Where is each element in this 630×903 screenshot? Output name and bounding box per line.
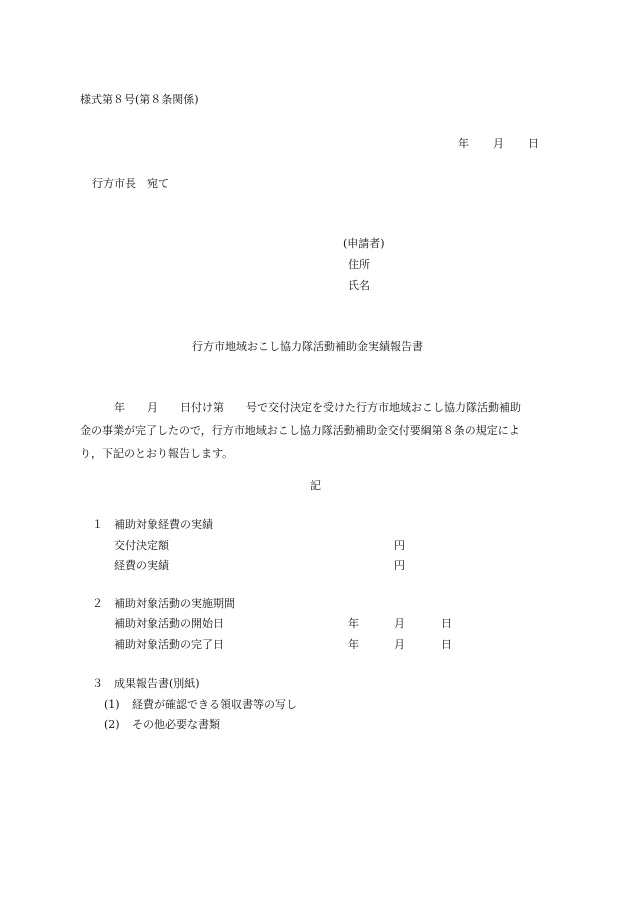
date-month-label: 月: [493, 137, 504, 150]
ki-heading: 記: [310, 479, 321, 492]
section2-row-month: 月: [394, 638, 405, 651]
body-line-3: り，下記のとおり報告します。: [80, 447, 234, 460]
section1-row-label: 経費の実績: [114, 559, 169, 572]
form-label: 様式第８号(第８条関係): [80, 93, 199, 106]
section2-row-label: 補助対象活動の完了日: [114, 638, 224, 651]
section1-title: 補助対象経費の実績: [114, 518, 213, 531]
section1-number: １: [92, 518, 103, 531]
body-paragraph: [80, 396, 556, 465]
applicant-label: (申請者): [343, 237, 385, 250]
section3-title: 成果報告書(別紙): [114, 677, 200, 690]
section3-item-text: 経費が確認できる領収書等の写し: [132, 698, 297, 711]
section1-row-unit: 円: [394, 539, 405, 552]
section2-row-day: 日: [441, 617, 452, 630]
body-line-2: 金の事業が完了したので，行方市地域おこし協力隊活動補助金交付要綱第８条の規定によ: [80, 424, 520, 437]
section2-row-year: 年: [348, 617, 359, 630]
section1-row-label: 交付決定額: [114, 539, 169, 552]
body-line-1: 年 月 日付け第 号で交付決定を受けた行方市地域おこし協力隊活動補助: [114, 401, 521, 414]
section3-item-number: (1): [104, 698, 120, 711]
document-title: 行方市地域おこし協力隊活動補助金実績報告書: [192, 340, 423, 353]
section2-row-month: 月: [394, 617, 405, 630]
section1-row-unit: 円: [394, 559, 405, 572]
section2-row-label: 補助対象活動の開始日: [114, 617, 224, 630]
section3-number: ３: [92, 677, 103, 690]
section3-item-number: (2): [104, 718, 120, 731]
section2-title: 補助対象活動の実施期間: [114, 597, 235, 610]
section2-number: ２: [92, 597, 103, 610]
date-day-label: 日: [528, 137, 539, 150]
addressee: 行方市長 宛て: [92, 177, 169, 190]
applicant-address-label: 住所: [348, 258, 370, 271]
section3-item-text: その他必要な書類: [132, 718, 220, 731]
section2-row-year: 年: [348, 638, 359, 651]
date-year-label: 年: [458, 137, 469, 150]
applicant-name-label: 氏名: [348, 279, 370, 292]
section2-row-day: 日: [441, 638, 452, 651]
